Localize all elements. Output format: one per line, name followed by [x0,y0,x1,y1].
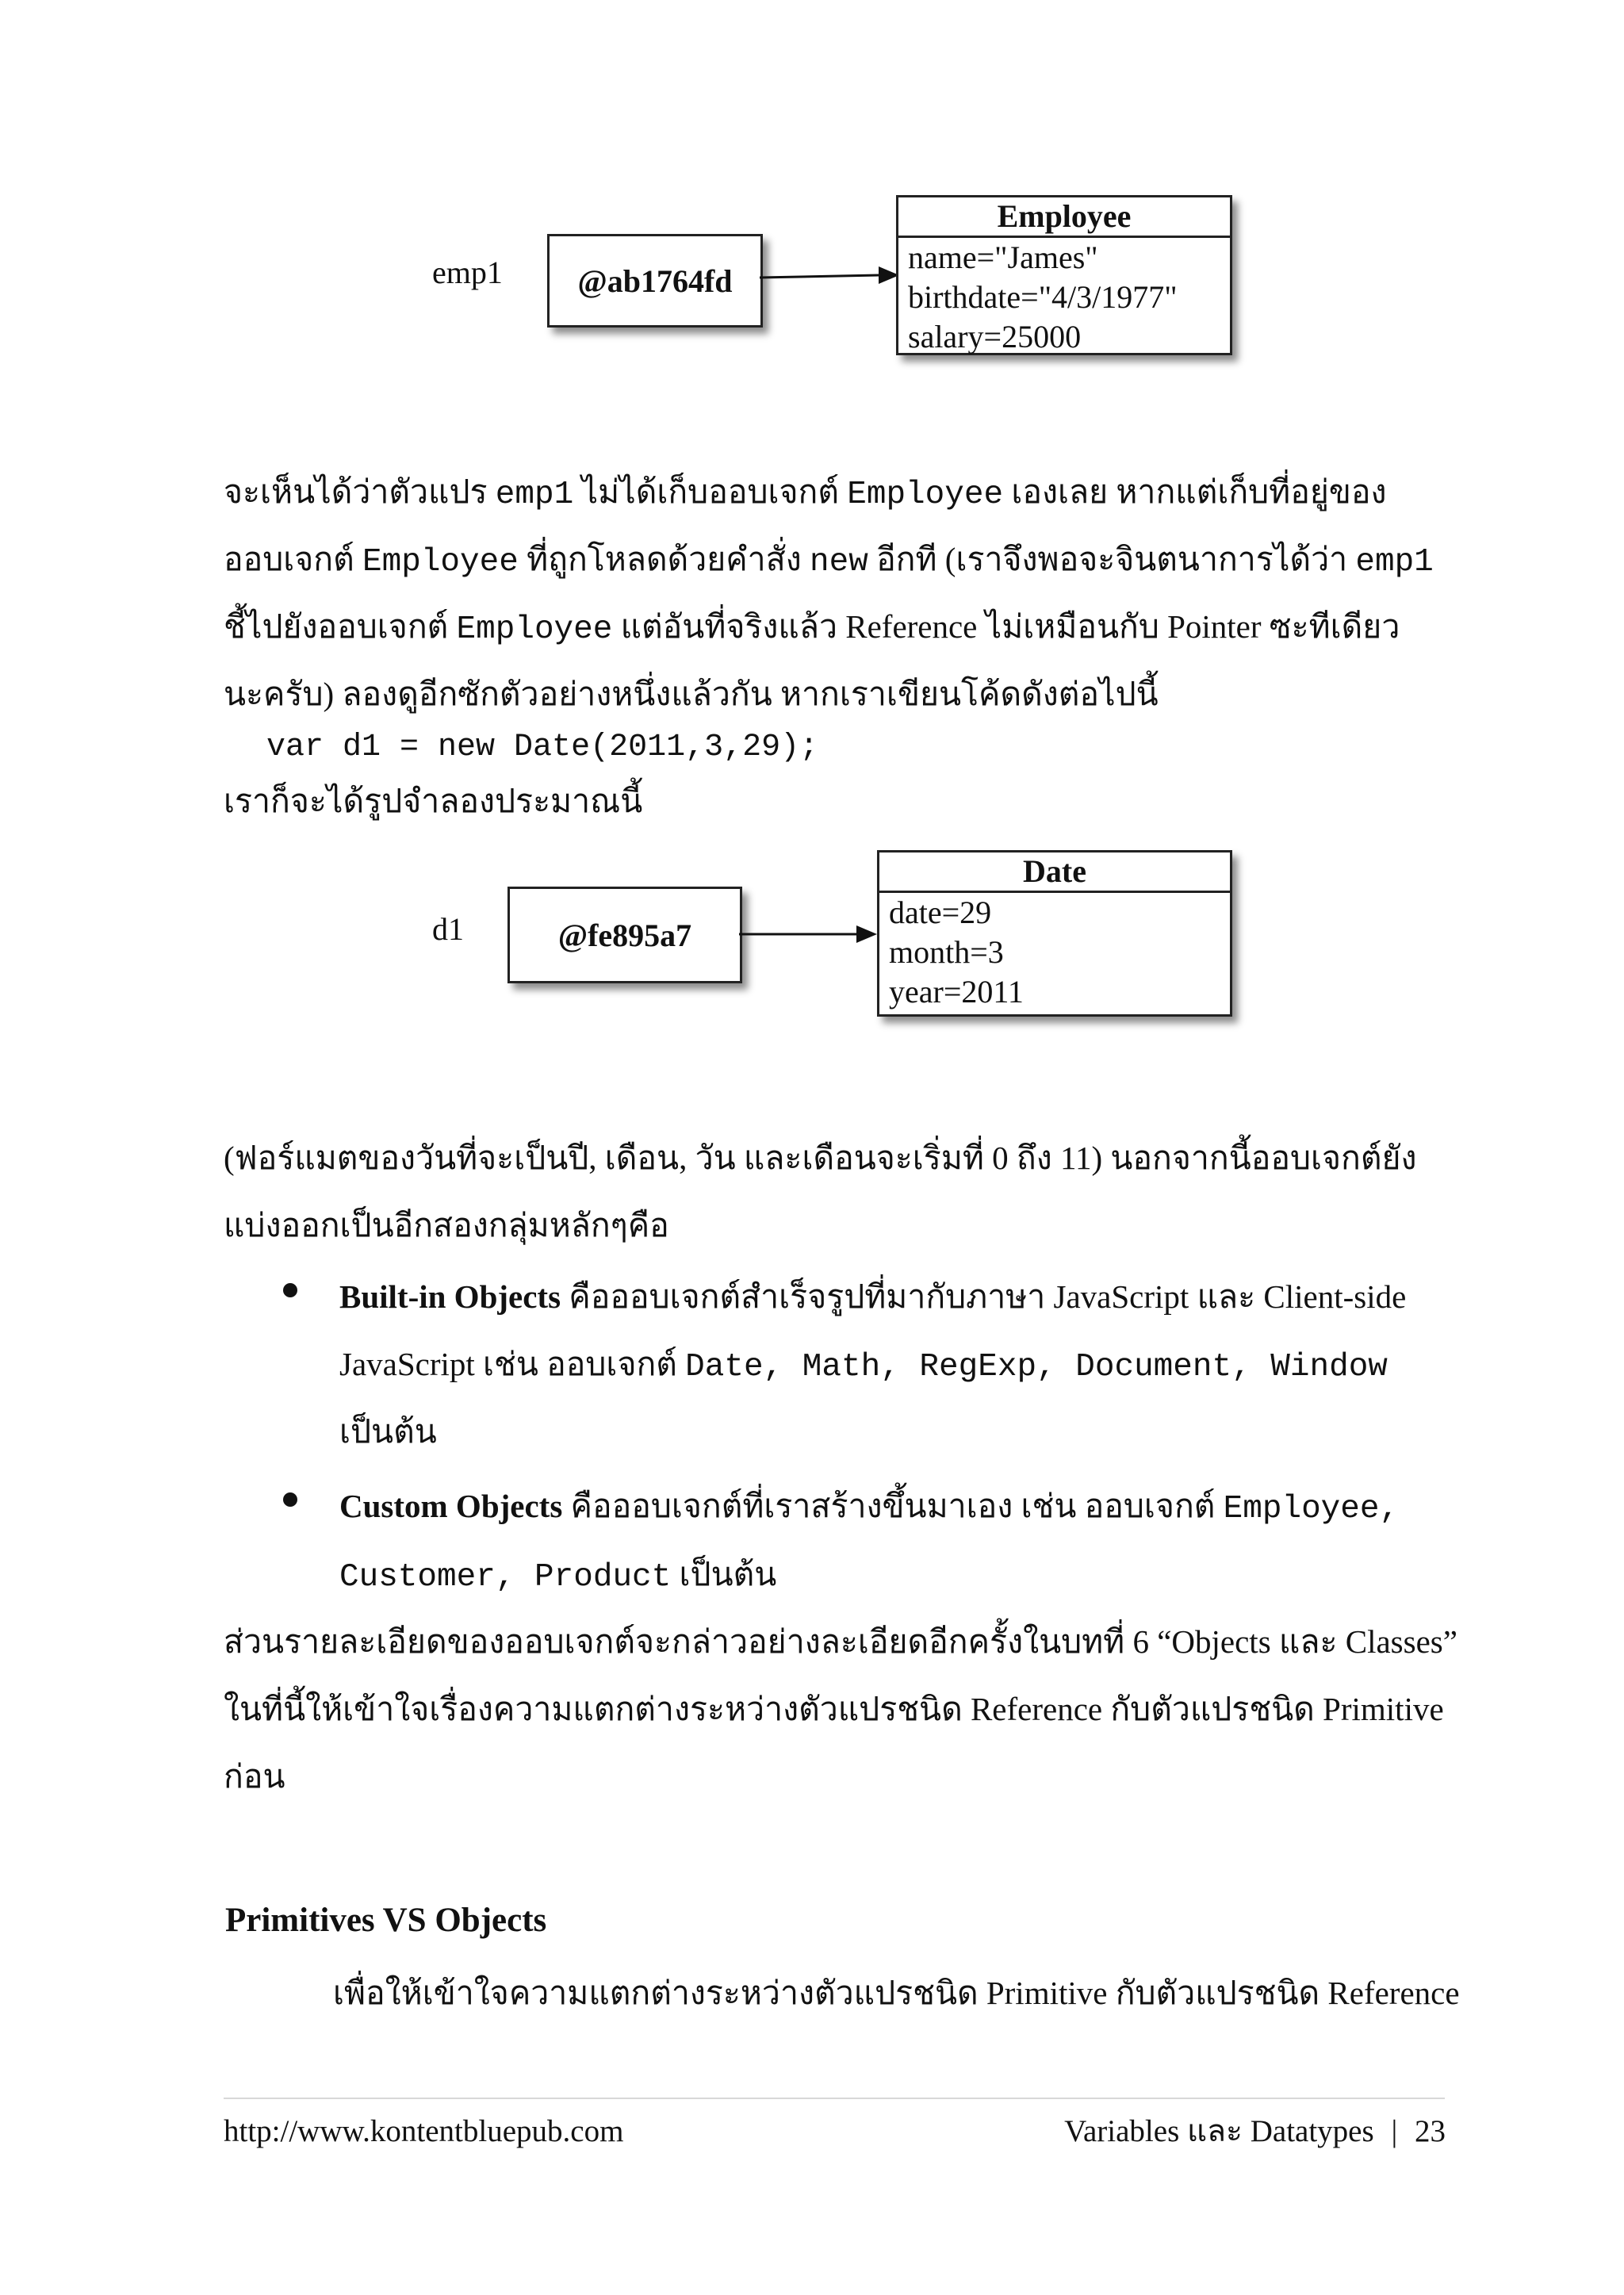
emp1-variable-label: emp1 [432,255,503,290]
footer-chapter-info [1064,2111,1446,2152]
code-example-line: var d1 = new Date(2011,3,29); [266,730,819,765]
employee-field-salary: salary=25000 [908,319,1082,354]
paragraph-line: แบ่งออกเป็นอีกสองกลุ่มหลักๆคือ [224,1207,669,1243]
code-span: new [810,544,868,580]
code-span: Employee [362,544,519,580]
paragraph-line [224,535,1434,586]
paragraph-line: ก่อน [224,1758,285,1795]
paragraph-line [224,603,1400,653]
text-span: เองเลย หากแต่เก็บที่อยู่ของ [1003,473,1387,510]
employee-field-birthdate: birthdate="4/3/1977" [908,279,1178,315]
code-span: emp1 [495,477,574,513]
text-span: ไม่ได้เก็บออบเจกต์ [573,473,848,510]
text-span: ชี้ไปยังออบเจกต์ [224,608,457,645]
paragraph-line: เราก็จะได้รูปจำลองประมาณนี้ [224,783,643,819]
date-field-year: year=2011 [889,974,1024,1010]
paragraph-line [224,468,1387,519]
paragraph-line: (ฟอร์แมตของวันที่จะเป็นปี, เดือน, วัน และเดือนจะเริ่มที่ 0 ถึง 11) นอกจากนี้ออบเจกต์ยัง [224,1140,1417,1176]
text-span: ออบเจกต์ [224,541,363,577]
footer-page-number: 23 [1415,2114,1446,2148]
text-span: ที่ถูกโหลดด้วยคำสั่ง [518,541,810,577]
text-span: JavaScript เช่น ออบเจกต์ [339,1346,686,1382]
emp1-reference-value: @ab1764fd [577,262,733,299]
employee-object-box [896,195,1232,355]
footer-chapter-title: Variables และ Datatypes [1064,2114,1374,2148]
text-span: จะเห็นได้ว่าตัวแปร [224,473,496,510]
section-heading: Primitives VS Objects [225,1902,547,1939]
bullet-item-built-in [339,1273,1406,1320]
code-span: Employee [847,477,1004,513]
d1-reference-box [508,887,742,983]
text-span: เป็นต้น [671,1556,777,1592]
emp1-pointer-arrow [760,262,902,290]
date-field-month: month=3 [889,934,1004,970]
text-span: คือออบเจกต์สำเร็จรูปที่มากับภาษา JavaScript และ Client-side [561,1278,1407,1315]
paragraph-line: เพื่อให้เข้าใจความแตกต่างระหว่างตัวแปรชนิด Primitive กับตัวแปรชนิด Reference [333,1975,1460,2011]
footer-url: http://www.kontentbluepub.com [224,2114,624,2148]
paragraph-line: ส่วนรายละเอียดของออบเจกต์จะกล่าวอย่างละเอียดอีกครั้งในบทที่ 6 “Objects และ Classes” [224,1623,1457,1660]
bullet-item-built-in-line3: เป็นต้น [339,1413,437,1450]
footer-divider [224,2098,1445,2099]
employee-object-title: Employee [898,197,1230,238]
bullet-item-custom [339,1482,1399,1533]
d1-pointer-arrow [739,920,882,948]
bullet-item-built-in-line2 [339,1340,1388,1391]
d1-variable-label: d1 [432,911,464,947]
date-object-box [877,850,1232,1017]
bullet-dot [283,1283,297,1297]
footer-separator: | [1391,2114,1398,2148]
employee-field-name: name="James" [908,239,1098,275]
date-field-date: date=29 [889,895,992,930]
text-span: คือออบเจกต์ที่เราสร้างขึ้นมาเอง เช่น ออบเจกต์ [562,1488,1224,1524]
emp1-reference-box [547,234,763,328]
date-object-title: Date [879,852,1230,893]
code-span: Date, Math, RegExp, Document, Window [685,1349,1388,1385]
code-span: Employee, [1223,1491,1400,1527]
text-span: แต่อันที่จริงแล้ว Reference ไม่เหมือนกับ Pointer ซะทีเดียว [612,608,1400,645]
code-span: Customer, Product [339,1559,672,1596]
text-span: อีกที (เราจึงพอจะจินตนาการได้ว่า [868,541,1356,577]
code-span: emp1 [1355,544,1434,580]
bullet-item-custom-line2 [339,1550,776,1601]
code-span: Employee [456,611,613,648]
paragraph-line: นะครับ) ลองดูอีกซักตัวอย่างหนึ่งแล้วกัน หากเราเขียนโค้ดดังต่อไปนี้ [224,676,1159,712]
bullet-dot [283,1492,297,1507]
paragraph-line: ในที่นี้ให้เข้าใจเรื่องความแตกต่างระหว่างตัวแปรชนิด Reference กับตัวแปรชนิด Primitive [224,1691,1444,1727]
d1-reference-value: @fe895a7 [557,917,692,953]
bullet-term: Custom Objects [339,1488,563,1524]
bullet-term: Built-in Objects [339,1278,561,1315]
